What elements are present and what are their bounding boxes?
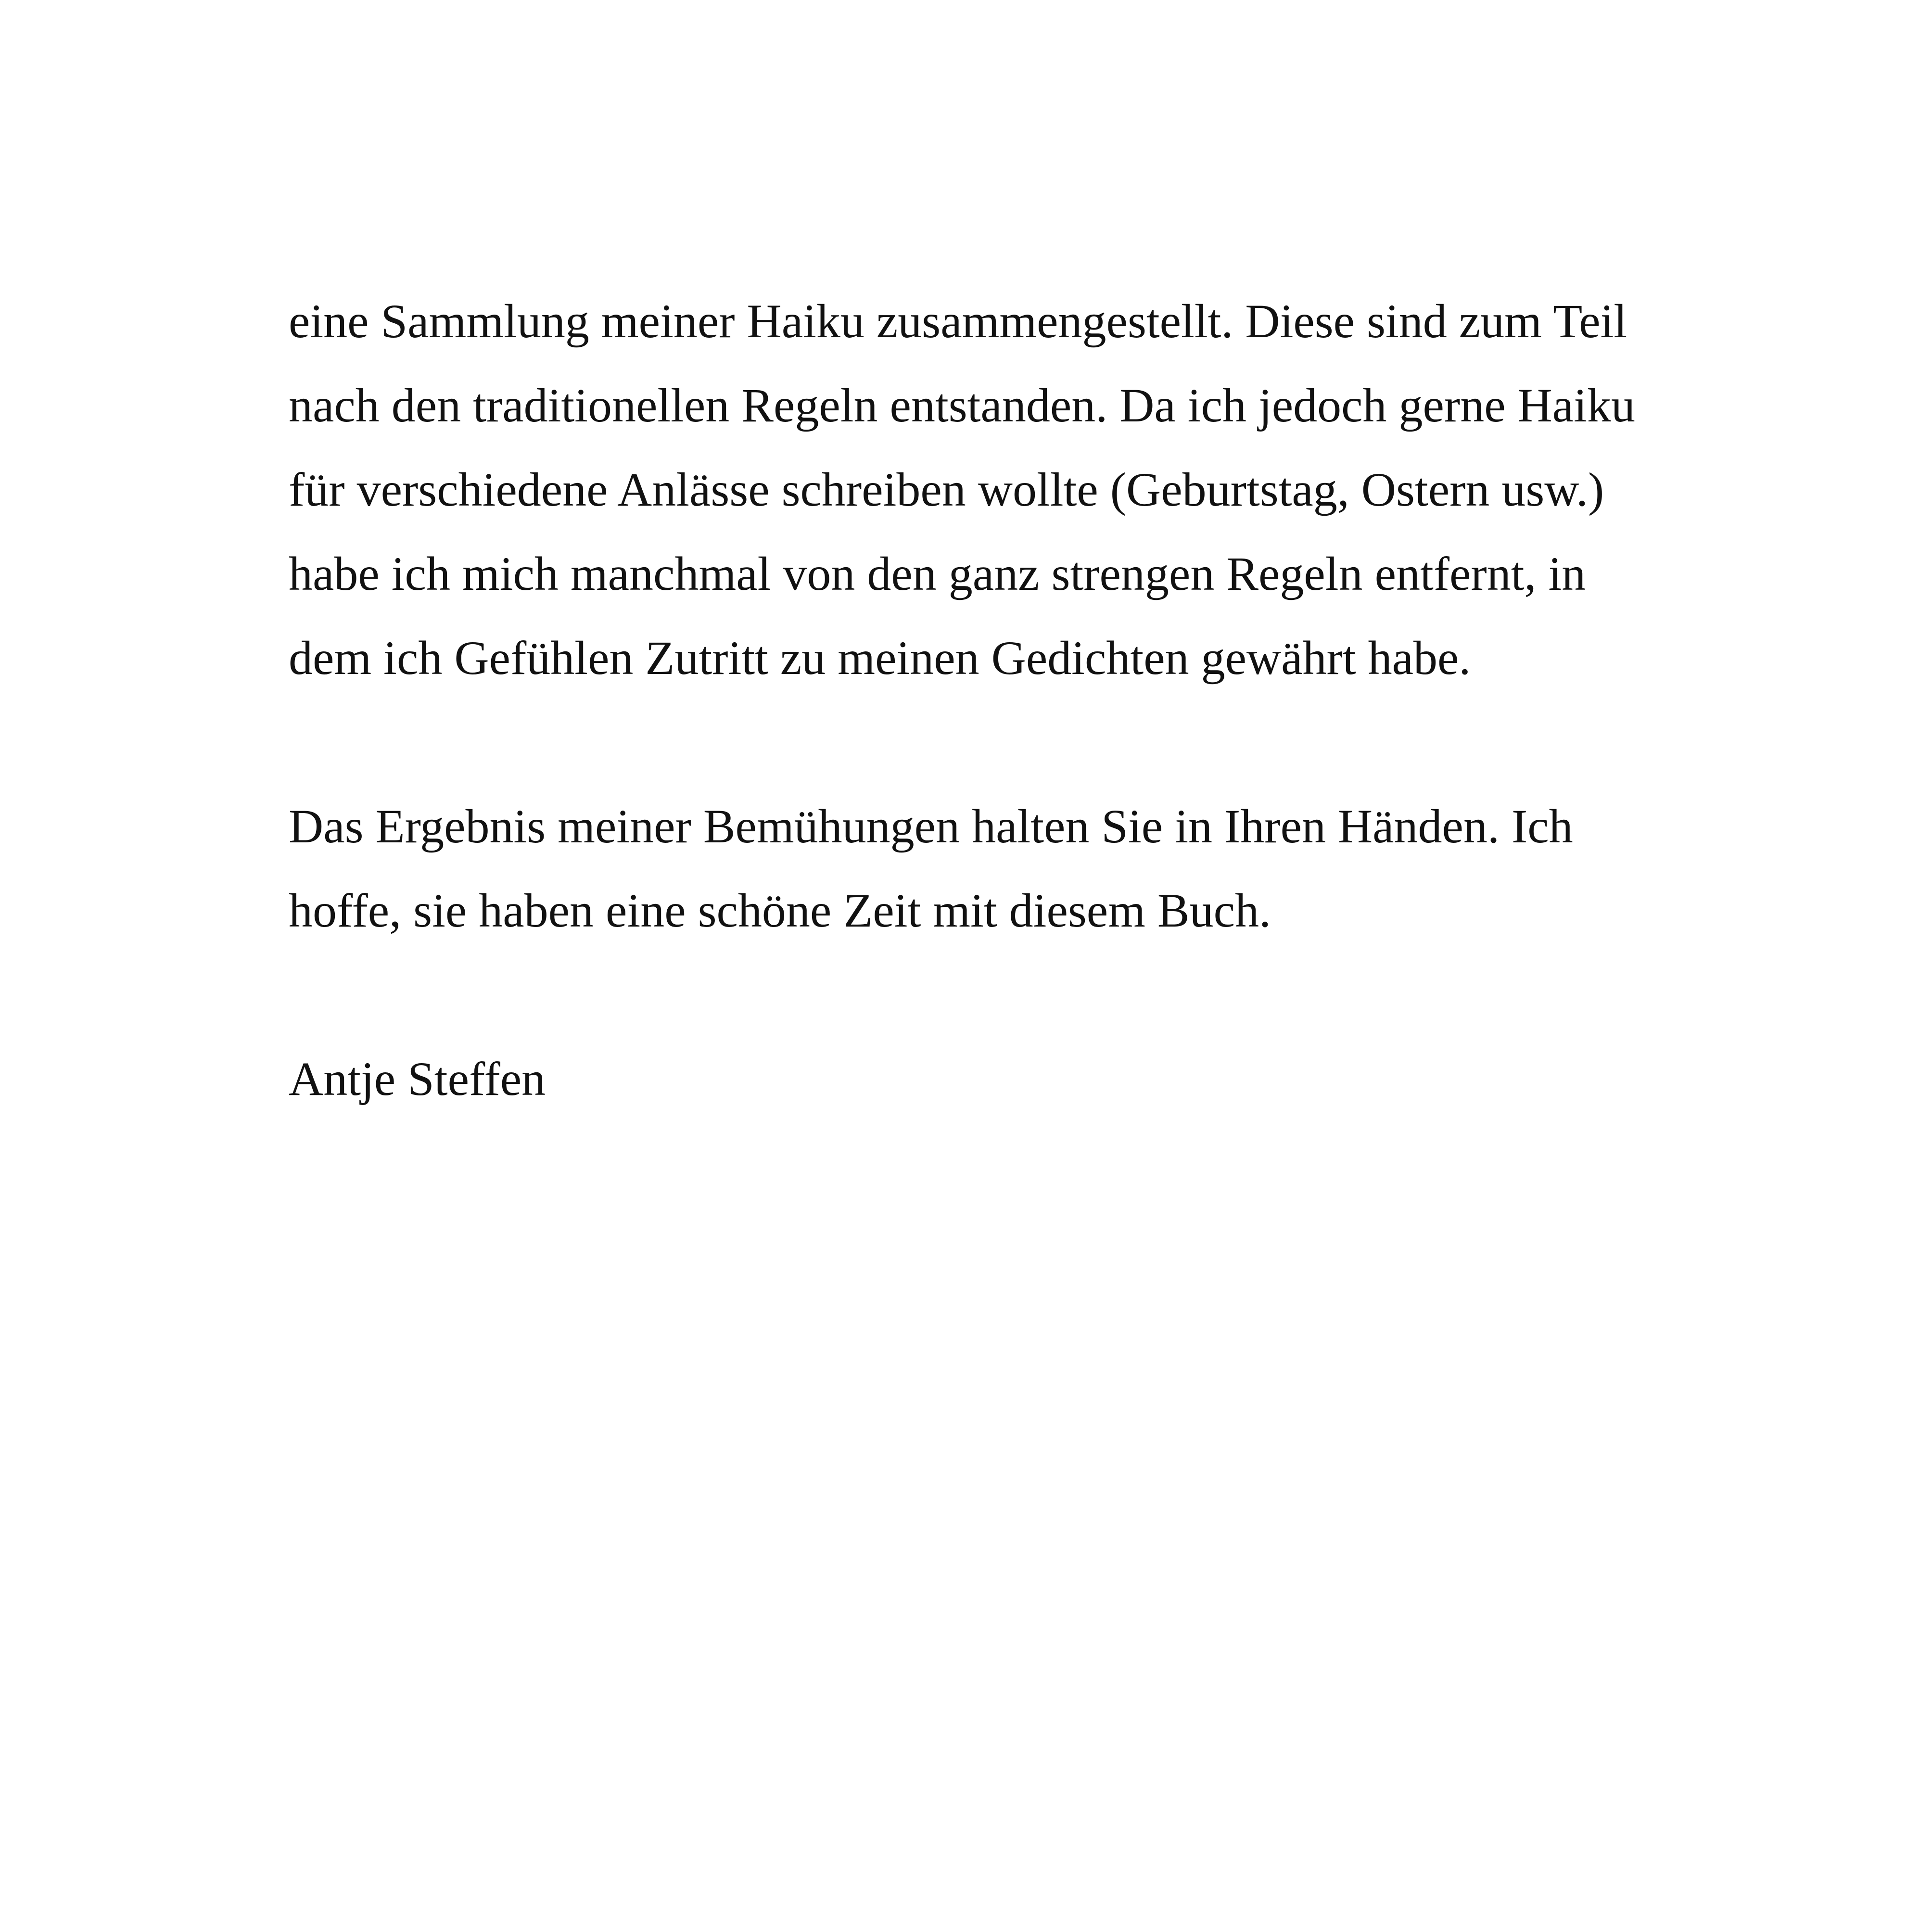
paragraph-closing: [289, 784, 1732, 953]
paragraph-intro: [289, 279, 1732, 700]
text-line: Das Ergebnis meiner Bemühungen halten Sie in Ihren Händen. Ich: [289, 800, 1573, 853]
text-line: dem ich Gefühlen Zutritt zu meinen Gedichten gewährt habe.: [289, 631, 1471, 685]
signature-block: [289, 1037, 1732, 1121]
body-text: [289, 279, 1732, 1121]
author-signature: Antje Steffen: [289, 1052, 546, 1106]
text-line: für verschiedene Anlässe schreiben wollte (Geburtstag, Ostern usw.): [289, 463, 1604, 516]
text-line: nach den traditionellen Regeln entstanden. Da ich jedoch gerne Haiku: [289, 379, 1635, 432]
text-line: habe ich mich manchmal von den ganz strengen Regeln entfernt, in: [289, 547, 1586, 600]
text-line: hoffe, sie haben eine schöne Zeit mit diesem Buch.: [289, 884, 1271, 937]
text-line: eine Sammlung meiner Haiku zusammengestellt. Diese sind zum Teil: [289, 294, 1627, 348]
